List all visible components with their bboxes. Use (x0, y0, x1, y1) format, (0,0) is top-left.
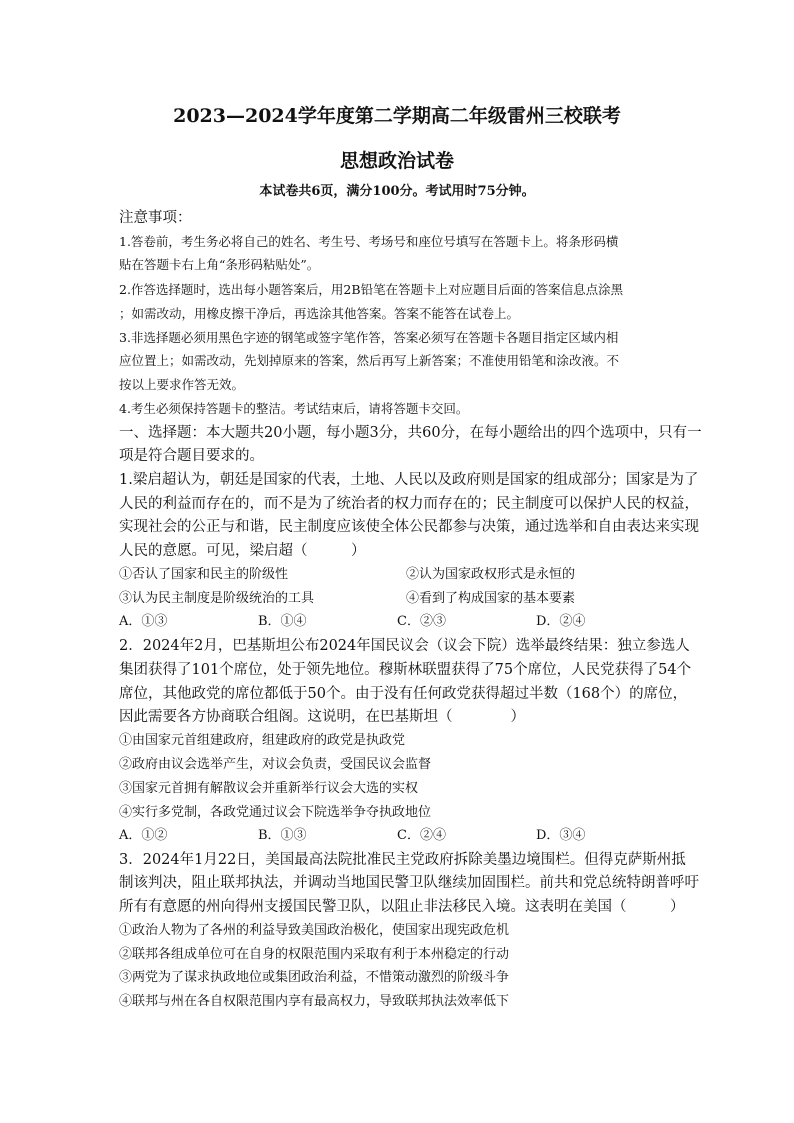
q2-choice-a: A．①② (119, 828, 168, 843)
q2-item-3: ③国家元首拥有解散议会并重新举行议会大选的实权 (119, 781, 419, 796)
q1-stem-line: 人民的意愿。可见，梁启超（ ） (119, 543, 366, 559)
q3-stem-line: 制该判决，阻止联邦执法，并调动当地国民警卫队继续加固围栏。前共和党总统特朗普呼吁 (119, 875, 699, 891)
q3-item-1: ①政治人物为了各州的利益导致美国政治极化，使国家出现宪政危机 (119, 923, 510, 938)
q1-item-2: ②认为国家政权形式是永恒的 (406, 567, 576, 582)
q2-choice-b: B．①③ (258, 828, 307, 843)
q3-item-3: ③两党为了谋求执政地位或集团政治利益，不惜策动激烈的阶级斗争 (119, 970, 510, 985)
q1-stem-line: 人民的利益而存在的，而不是为了统治者的权力而存在的；民主制度可以保护人民的权益， (119, 496, 699, 512)
q1-stem-line: 1.梁启超认为，朝廷是国家的代表，土地、人民以及政府则是国家的组成部分；国家是为了 (119, 472, 699, 488)
q1-item-4: ④看到了构成国家的基本要素 (406, 591, 576, 606)
q3-stem-line: 所有有意愿的州向得州支援国民警卫队，以阻止非法移民入境。这表明在美国（ ） (119, 899, 685, 915)
subject-title: 思想政治试卷 (339, 150, 454, 172)
q2-item-1: ①由国家元首组建政府，组建政府的政党是执政党 (119, 733, 406, 748)
q2-choice-d: D．③④ (536, 828, 586, 843)
section-heading-cont: 项是符合题目要求的。 (119, 448, 264, 464)
note-line: 贴在答题卡右上角“条形码粘贴处”。 (119, 257, 320, 272)
note-line: 2.作答选择题时，选出每小题答案后，用2B铅笔在答题卡上对应题目后面的答案信息点涂黑 (119, 282, 624, 297)
q3-item-4: ④联邦与州在各自权限范围内享有最高权力，导致联邦执法效率低下 (119, 994, 510, 1009)
exam-info: 本试卷共6页，满分100分。考试用时75分钟。 (259, 184, 535, 199)
q2-stem-line: 席位，其他政党的席位都低于50个。由于没有任何政党获得超过半数（168个）的席位， (119, 686, 688, 702)
q2-stem-line: 因此需要各方协商联合组阁。这说明，在巴基斯坦（ ） (119, 709, 525, 725)
q2-item-2: ②政府由议会选举产生，对议会负责，受国民议会监督 (119, 757, 432, 772)
q1-item-1: ①否认了国家和民主的阶级性 (119, 567, 289, 582)
q2-stem-line: 2．2024年2月，巴基斯坦公布2024年国民议会（议会下院）选举最终结果：独立参选人 (119, 638, 690, 654)
q2-item-4: ④实行多党制，各政党通过议会下院选举争夺执政地位 (119, 805, 432, 820)
q2-stem-line: 集团获得了101个席位，处于领先地位。穆斯林联盟获得了75个席位，人民党获得了54个 (119, 662, 692, 678)
section-heading: 一、选择题：本大题共20小题，每小题3分，共60分，在每小题给出的四个选项中，只有一 (119, 425, 702, 441)
note-line: 3.非选择题必须用黑色字迹的钢笔或签字笔作答，答案必须写在答题卡各题目指定区域内相 (119, 330, 619, 345)
q1-choice-c: C．②③ (397, 614, 446, 629)
note-line: 按以上要求作答无效。 (119, 377, 245, 392)
note-line: 应位置上；如需改动，先划掉原来的答案，然后再写上新答案；不准使用铅笔和涂改液。不 (119, 353, 620, 368)
note-line: ；如需改动，用橡皮擦干净后，再选涂其他答案。答案不能答在试卷上。 (119, 306, 520, 321)
q2-choice-c: C．②④ (397, 828, 446, 843)
q3-item-2: ②联邦各组成单位可在自身的权限范围内采取有利于本州稳定的行动 (119, 947, 510, 962)
note-line: 1.答卷前，考生务必将自己的姓名、考生号、考场号和座位号填写在答题卡上。将条形码横 (119, 234, 619, 249)
q3-stem-line: 3．2024年1月22日，美国最高法院批准民主党政府拆除美墨边境围栏。但得克萨斯州抵 (119, 852, 686, 868)
q1-choice-a: A．①③ (119, 614, 168, 629)
q1-stem-line: 实现社会的公正与和谐，民主制度应该使全体公民都参与决策，通过选举和自由表达来实现 (119, 519, 699, 535)
note-line: 4.考生必须保持答题卡的整洁。考试结束后，请将答题卡交回。 (119, 401, 469, 416)
q1-choice-b: B．①④ (258, 614, 307, 629)
q1-item-3: ③认为民主制度是阶级统治的工具 (119, 591, 315, 606)
exam-title: 2023—2024学年度第二学期高二年级雷州三校联考 (173, 105, 621, 127)
q1-choice-d: D．②④ (536, 614, 586, 629)
notes-heading: 注意事项： (119, 210, 192, 226)
